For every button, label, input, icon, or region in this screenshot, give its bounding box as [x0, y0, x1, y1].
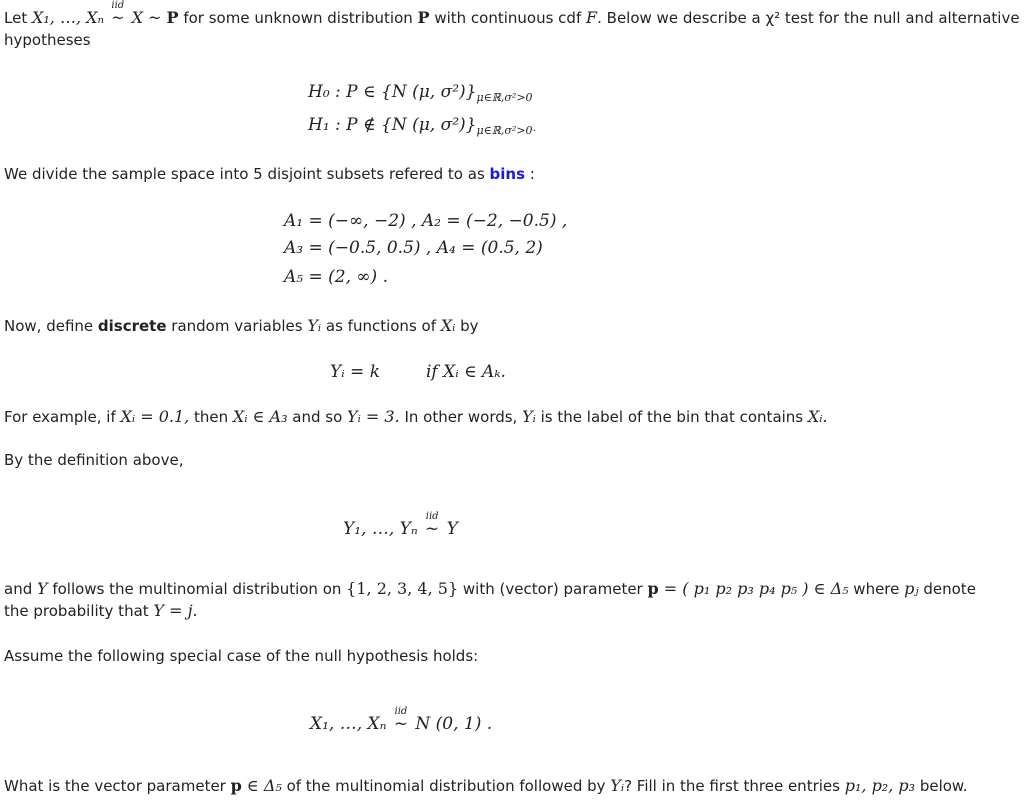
example-text: For example, if Xᵢ = 0.1, then Xᵢ ∈ A₃ and so Yᵢ = 3. In other words, Yᵢ is the label of the bin that contains Xᵢ. — [4, 407, 828, 426]
x-sequence-normal: X₁, …, Xₙ iid ~ N (0, 1) . — [310, 706, 493, 734]
bins-row-1: A₁ = (−∞, −2) , A₂ = (−2, −0.5) , — [284, 211, 568, 231]
by-definition-text: By the definition above, — [4, 451, 184, 469]
assume-text: Assume the following special case of the null hypothesis holds: — [4, 647, 479, 665]
iid-symbol: iid ~ — [425, 511, 440, 539]
multinomial-text-1: and Y follows the multinomial distribution on {1, 2, 3, 4, 5} with (vector) parameter p = ( p₁ p₂ p₃ p₄ p₅ ) ∈ Δ₅ where pⱼ denote — [4, 579, 976, 598]
multinomial-text-2: the probability that Y = j. — [4, 601, 198, 620]
bins-row-3: A₅ = (2, ∞) . — [284, 267, 389, 287]
bins-link[interactable]: bins — [489, 165, 526, 183]
define-y-text: Now, define discrete random variables Yᵢ as functions of Xᵢ by — [4, 316, 479, 335]
intro-line-1: Let X₁, …, Xₙ iid ~ X ~ P for some unknown distribution P with continuous cdf F. Below we describe a χ² test for the null and alternative — [4, 0, 1020, 27]
bins-intro: We divide the sample space into 5 disjoint subsets refered to as bins : — [4, 165, 535, 183]
iid-symbol: iid ~ — [393, 706, 409, 734]
y-definition-lhs: Yᵢ = k — [330, 362, 380, 382]
bins-row-2: A₃ = (−0.5, 0.5) , A₄ = (0.5, 2) — [284, 238, 543, 258]
y-definition-rhs: if Xᵢ ∈ Aₖ. — [426, 362, 506, 382]
question-text: What is the vector parameter p ∈ Δ₅ of the multinomial distribution followed by Yᵢ? Fill in the first three entries p₁, p₂, p₃ below. — [4, 776, 968, 795]
null-hypothesis: H₀ : P ∈ {N (μ, $\sigma^2)\}_{\mu\in ℝ,\sigma^2>0}$ — [308, 82, 533, 104]
y-sequence-iid: Y₁, …, Yₙ iid ~ Y — [343, 511, 458, 539]
iid-symbol: iid ~ — [111, 0, 125, 27]
intro-line-2: hypotheses — [4, 31, 91, 49]
sample-sequence: X₁, …, Xₙ — [31, 8, 105, 27]
alternative-hypothesis: H₁ : P ∉ {N (μ, $\sigma^2)\}_{\mu\in ℝ,\sigma^2>0\cdot}$ — [308, 115, 537, 137]
